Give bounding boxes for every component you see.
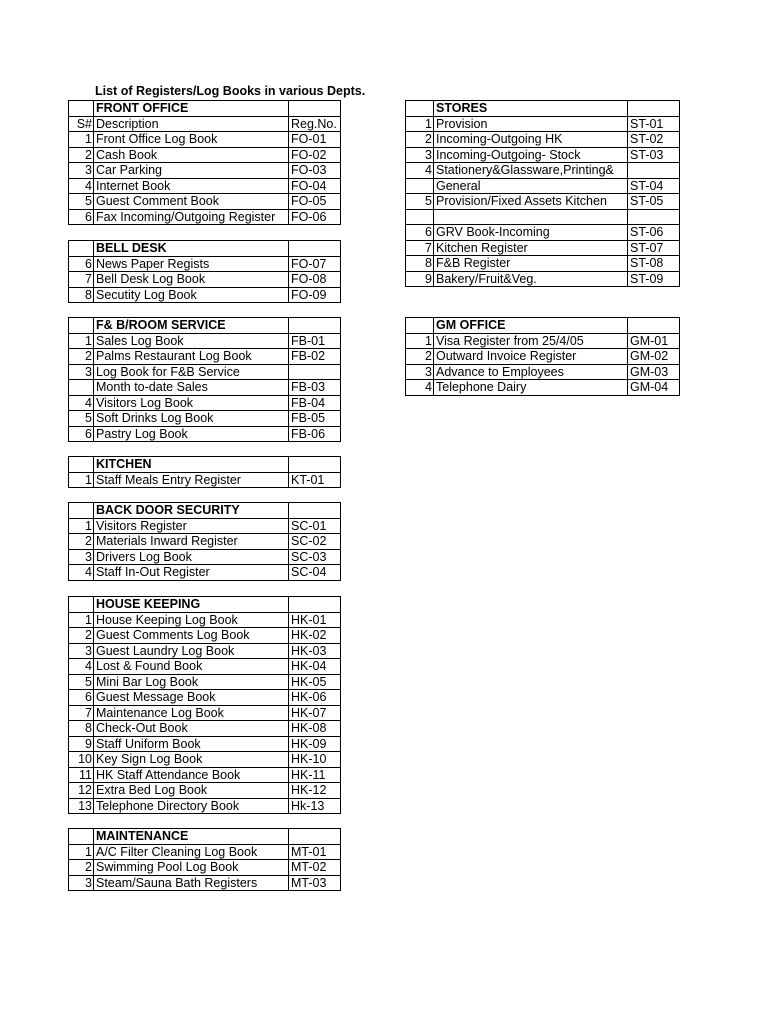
description-cell: Drivers Log Book [94,549,289,565]
serial-cell: 9 [406,271,434,287]
serial-cell: 8 [69,721,94,737]
table-row [406,132,680,148]
description-cell: Extra Bed Log Book [94,783,289,799]
table-row [69,287,341,303]
description-cell: Check-Out Book [94,721,289,737]
description-cell: Materials Inward Register [94,534,289,550]
table-row [69,147,341,163]
table-row [406,271,680,287]
serial-cell: 3 [69,643,94,659]
serial-cell: 8 [69,287,94,303]
serial-cell: 3 [69,364,94,380]
description-cell: Palms Restaurant Log Book [94,349,289,365]
back-door-security-table [68,502,341,581]
header-blank-cell [289,101,341,117]
table-row [69,736,341,752]
table-row [406,116,680,132]
header-blank-cell [69,318,94,334]
reg-no-cell: ST-09 [628,271,680,287]
description-cell: Steam/Sauna Bath Registers [94,875,289,891]
reg-no-cell: FO-07 [289,256,341,272]
dept-header-row [406,318,680,334]
table-row [406,194,680,210]
header-blank-cell [406,101,434,117]
header-blank-cell [69,101,94,117]
reg-no-cell: HK-09 [289,736,341,752]
maintenance-table [68,828,341,891]
housekeeping-table [68,596,341,814]
dept-name-cell [434,318,628,334]
serial-cell: 3 [406,147,434,163]
description-cell: Month to-date Sales [94,380,289,396]
description-cell: Maintenance Log Book [94,705,289,721]
reg-no-cell: HK-03 [289,643,341,659]
table-row [69,349,341,365]
serial-cell: 10 [69,752,94,768]
reg-no-cell: FO-05 [289,194,341,210]
serial-cell: 11 [69,767,94,783]
bell-desk-table [68,240,341,303]
serial-cell [406,209,434,225]
serial-cell: 4 [69,395,94,411]
description-cell: Provision [434,116,628,132]
table-row [69,705,341,721]
table-row [69,875,341,891]
serial-cell: 4 [69,659,94,675]
dept-header-row [69,241,341,257]
description-cell: Front Office Log Book [94,132,289,148]
serial-cell: 13 [69,798,94,814]
front-office-table [68,100,341,225]
table-row [69,194,341,210]
serial-cell: 2 [69,860,94,876]
table-row [69,178,341,194]
description-cell: Telephone Directory Book [94,798,289,814]
description-cell: Outward Invoice Register [434,349,628,365]
serial-cell: 9 [69,736,94,752]
dept-header-row [69,318,341,334]
reg-no-cell: HK-02 [289,628,341,644]
serial-cell: 12 [69,783,94,799]
reg-no-cell: FB-05 [289,411,341,427]
serial-cell [69,380,94,396]
description-cell: Stationery&Glassware,Printing& [434,163,628,179]
description-cell: Visitors Log Book [94,395,289,411]
serial-cell: 6 [69,690,94,706]
table-row [69,674,341,690]
dept-name: GM OFFICE [436,318,506,332]
reg-no-cell: MT-03 [289,875,341,891]
gm-office-table [405,317,680,396]
reg-no-cell: SC-03 [289,549,341,565]
description-cell: Bakery/Fruit&Veg. [434,271,628,287]
description-cell: Soft Drinks Log Book [94,411,289,427]
serial-cell: 2 [406,349,434,365]
description-cell: Description [94,116,289,132]
header-blank-cell [628,101,680,117]
reg-no-cell: SC-02 [289,534,341,550]
table-row [406,147,680,163]
reg-no-cell: ST-04 [628,178,680,194]
description-cell: Guest Message Book [94,690,289,706]
dept-header-row [406,101,680,117]
reg-no-cell: GM-01 [628,333,680,349]
description-cell: Key Sign Log Book [94,752,289,768]
dept-name: BACK DOOR SECURITY [96,503,240,517]
header-blank-cell [289,318,341,334]
table-row [406,178,680,194]
table-row [69,690,341,706]
reg-no-cell: Hk-13 [289,798,341,814]
reg-no-cell: ST-07 [628,240,680,256]
table-row [406,380,680,396]
serial-cell: 6 [69,256,94,272]
description-cell: Incoming-Outgoing HK [434,132,628,148]
header-blank-cell [628,318,680,334]
reg-no-cell: HK-11 [289,767,341,783]
reg-no-cell: FO-06 [289,209,341,225]
table-row [406,240,680,256]
serial-cell: 6 [69,426,94,442]
header-blank-cell [69,241,94,257]
table-row [69,132,341,148]
serial-cell: 3 [69,875,94,891]
table-row [69,549,341,565]
dept-name-cell [434,101,628,117]
reg-no-cell [289,364,341,380]
header-blank-cell [69,597,94,613]
dept-name: KITCHEN [96,457,152,471]
description-cell: Incoming-Outgoing- Stock [434,147,628,163]
dept-name-cell [94,597,289,613]
header-blank-cell [289,457,341,473]
description-cell: Swimming Pool Log Book [94,860,289,876]
reg-no-cell: HK-04 [289,659,341,675]
serial-cell: 5 [69,674,94,690]
reg-no-cell: HK-01 [289,612,341,628]
description-cell: Kitchen Register [434,240,628,256]
serial-cell: 5 [69,194,94,210]
reg-no-cell: MT-02 [289,860,341,876]
description-cell: Pastry Log Book [94,426,289,442]
fb-room-service-table [68,317,341,442]
reg-no-cell: SC-04 [289,565,341,581]
description-cell: Staff Meals Entry Register [94,472,289,488]
serial-cell: 3 [69,163,94,179]
description-cell: Lost & Found Book [94,659,289,675]
reg-no-cell: MT-01 [289,844,341,860]
reg-no-cell: HK-08 [289,721,341,737]
serial-cell: 1 [406,333,434,349]
header-blank-cell [289,597,341,613]
dept-name-cell [94,241,289,257]
reg-no-cell: GM-03 [628,364,680,380]
dept-name: BELL DESK [96,241,167,255]
table-row [406,209,680,225]
reg-no-cell: FO-02 [289,147,341,163]
reg-no-cell: FB-03 [289,380,341,396]
dept-name-cell [94,503,289,519]
description-cell: Mini Bar Log Book [94,674,289,690]
serial-cell: 2 [406,132,434,148]
reg-no-cell: HK-06 [289,690,341,706]
reg-no-cell: ST-08 [628,256,680,272]
serial-cell: S# [69,116,94,132]
table-row [69,333,341,349]
table-row [69,272,341,288]
table-row [69,116,341,132]
stores-table [405,100,680,287]
serial-cell: 7 [69,272,94,288]
serial-cell: 7 [69,705,94,721]
description-cell: GRV Book-Incoming [434,225,628,241]
serial-cell: 6 [69,209,94,225]
dept-name-cell [94,457,289,473]
header-blank-cell [289,829,341,845]
dept-header-row [69,101,341,117]
table-row [69,767,341,783]
table-row [406,349,680,365]
table-row [69,659,341,675]
reg-no-cell: FB-06 [289,426,341,442]
reg-no-cell: FO-08 [289,272,341,288]
reg-no-cell: HK-10 [289,752,341,768]
reg-no-cell: ST-01 [628,116,680,132]
dept-name: FRONT OFFICE [96,101,189,115]
description-cell: Log Book for F&B Service [94,364,289,380]
serial-cell: 1 [406,116,434,132]
table-row [69,426,341,442]
description-cell: A/C Filter Cleaning Log Book [94,844,289,860]
description-cell: Telephone Dairy [434,380,628,396]
serial-cell: 3 [406,364,434,380]
table-row [69,534,341,550]
reg-no-cell: FO-01 [289,132,341,148]
table-row [406,225,680,241]
reg-no-cell: ST-03 [628,147,680,163]
serial-cell: 2 [69,147,94,163]
header-blank-cell [69,503,94,519]
description-cell: F&B Register [434,256,628,272]
reg-no-cell: ST-05 [628,194,680,210]
reg-no-cell: FO-09 [289,287,341,303]
description-cell: Bell Desk Log Book [94,272,289,288]
serial-cell: 8 [406,256,434,272]
serial-cell: 2 [69,349,94,365]
reg-no-cell: ST-02 [628,132,680,148]
description-cell: Provision/Fixed Assets Kitchen [434,194,628,210]
reg-no-cell [628,209,680,225]
table-row [69,721,341,737]
description-cell: Guest Laundry Log Book [94,643,289,659]
dept-name-cell [94,101,289,117]
description-cell: Visa Register from 25/4/05 [434,333,628,349]
description-cell: Internet Book [94,178,289,194]
serial-cell: 7 [406,240,434,256]
table-row [69,395,341,411]
table-row [69,798,341,814]
serial-cell: 4 [69,178,94,194]
serial-cell: 4 [69,565,94,581]
header-blank-cell [289,503,341,519]
dept-header-row [69,597,341,613]
serial-cell: 6 [406,225,434,241]
description-cell: Visitors Register [94,518,289,534]
description-cell: Guest Comments Log Book [94,628,289,644]
reg-no-cell: FB-01 [289,333,341,349]
reg-no-cell: KT-01 [289,472,341,488]
table-row [69,380,341,396]
table-row [69,411,341,427]
table-row [69,163,341,179]
description-cell: Advance to Employees [434,364,628,380]
reg-no-cell: HK-07 [289,705,341,721]
table-row [406,364,680,380]
description-cell: HK Staff Attendance Book [94,767,289,783]
serial-cell: 5 [406,194,434,210]
serial-cell: 5 [69,411,94,427]
page-title: List of Registers/Log Books in various Depts. [95,84,366,98]
dept-header-row [69,503,341,519]
reg-no-cell: FO-03 [289,163,341,179]
serial-cell: 4 [406,380,434,396]
table-row [406,256,680,272]
serial-cell: 1 [69,844,94,860]
dept-name: MAINTENANCE [96,829,189,843]
reg-no-cell: FB-02 [289,349,341,365]
serial-cell: 2 [69,534,94,550]
description-cell: Cash Book [94,147,289,163]
header-blank-cell [69,457,94,473]
table-row [69,612,341,628]
reg-no-cell: HK-05 [289,674,341,690]
serial-cell: 1 [69,612,94,628]
serial-cell: 1 [69,518,94,534]
description-cell: Staff In-Out Register [94,565,289,581]
description-cell: House Keeping Log Book [94,612,289,628]
dept-name: HOUSE KEEPING [96,597,201,611]
table-row [69,256,341,272]
dept-name-cell [94,829,289,845]
reg-no-cell: FO-04 [289,178,341,194]
serial-cell: 1 [69,333,94,349]
dept-header-row [69,457,341,473]
header-blank-cell [69,829,94,845]
description-cell: General [434,178,628,194]
description-cell: Fax Incoming/Outgoing Register [94,209,289,225]
table-row [69,565,341,581]
description-cell: News Paper Regists [94,256,289,272]
header-blank-cell [406,318,434,334]
reg-no-cell: GM-04 [628,380,680,396]
dept-name: STORES [436,101,488,115]
reg-no-cell: GM-02 [628,349,680,365]
description-cell [434,209,628,225]
dept-name: F& B/ROOM SERVICE [96,318,226,332]
table-row [69,844,341,860]
dept-header-row [69,829,341,845]
header-blank-cell [289,241,341,257]
reg-no-cell: HK-12 [289,783,341,799]
reg-no-cell: FB-04 [289,395,341,411]
serial-cell: 1 [69,472,94,488]
table-row [69,752,341,768]
table-row [69,472,341,488]
table-row [69,860,341,876]
serial-cell: 1 [69,132,94,148]
reg-no-cell [628,163,680,179]
dept-name-cell [94,318,289,334]
table-row [69,364,341,380]
description-cell: Staff Uniform Book [94,736,289,752]
serial-cell [406,178,434,194]
description-cell: Sales Log Book [94,333,289,349]
serial-cell: 4 [406,163,434,179]
description-cell: Guest Comment Book [94,194,289,210]
reg-no-cell: ST-06 [628,225,680,241]
table-row [406,163,680,179]
table-row [69,643,341,659]
serial-cell: 3 [69,549,94,565]
table-row [69,628,341,644]
reg-no-cell: SC-01 [289,518,341,534]
kitchen-table [68,456,341,488]
description-cell: Car Parking [94,163,289,179]
serial-cell: 2 [69,628,94,644]
description-cell: Secutity Log Book [94,287,289,303]
table-row [69,783,341,799]
table-row [69,209,341,225]
reg-no-cell: Reg.No. [289,116,341,132]
table-row [406,333,680,349]
table-row [69,518,341,534]
